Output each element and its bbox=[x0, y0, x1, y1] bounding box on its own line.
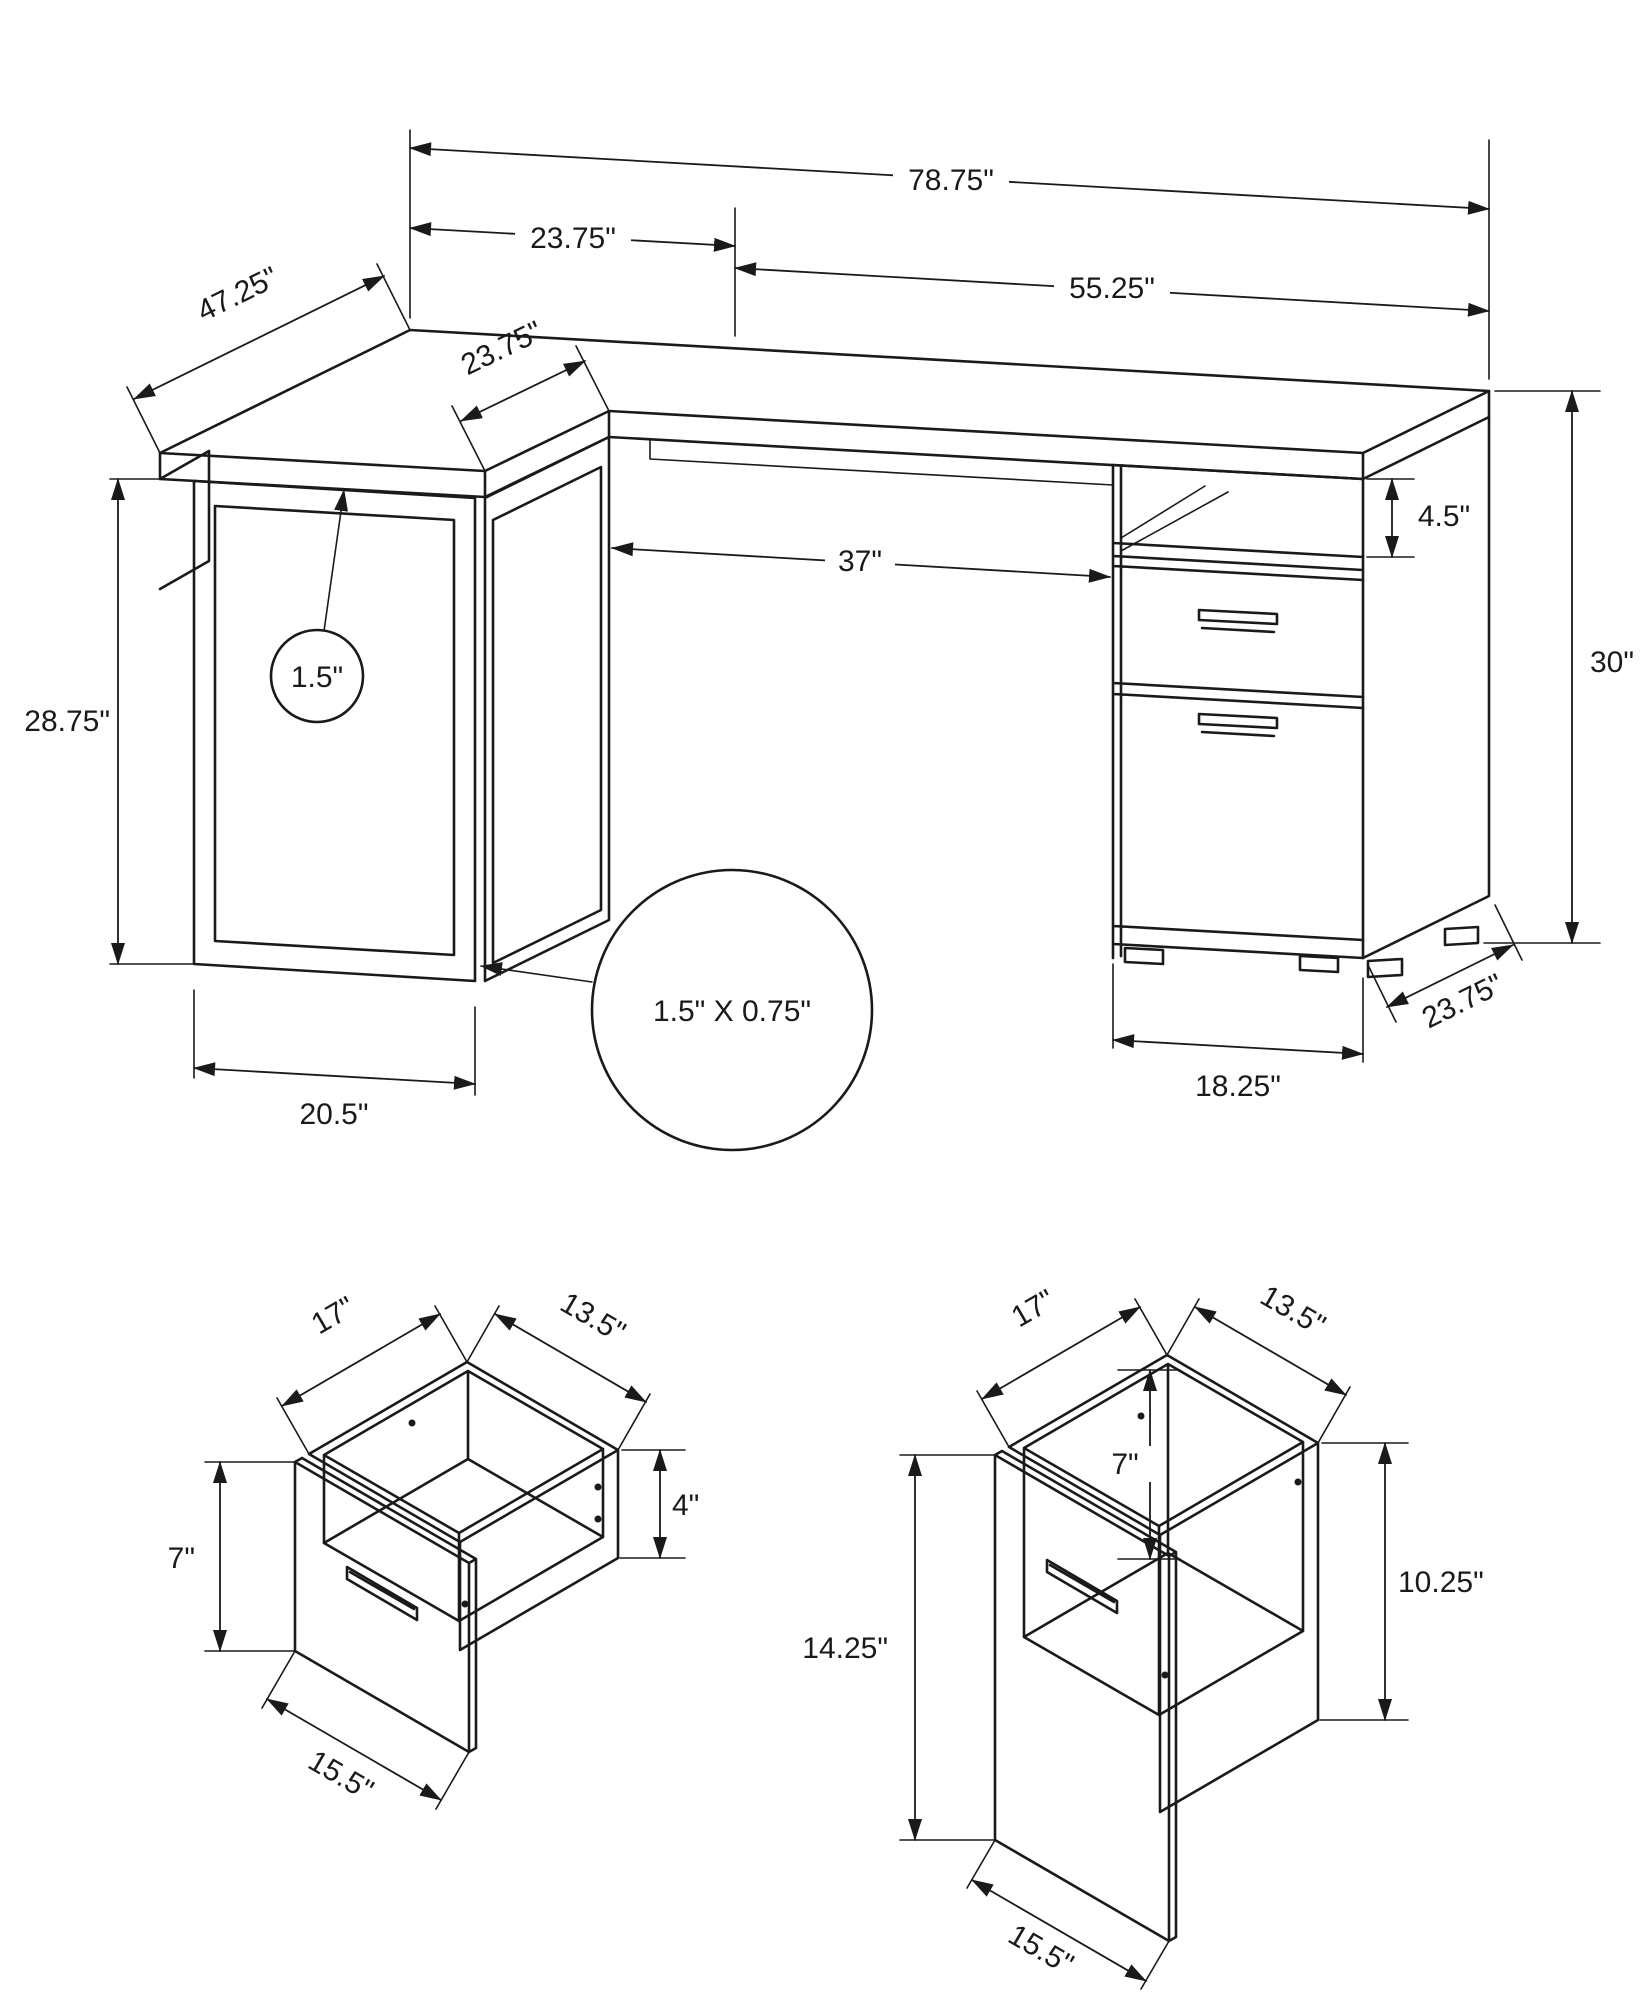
dim-file-front-width: 15.5" bbox=[1002, 1918, 1079, 1982]
cabinet-shelf-interior-lines bbox=[1121, 486, 1228, 551]
file-drawer-interior bbox=[1024, 1364, 1303, 1715]
cabinet-drawer1-handle bbox=[1199, 610, 1277, 632]
dim-return-depth: 47.25" bbox=[192, 260, 284, 329]
dim-small-front-height: 7" bbox=[167, 1542, 195, 1575]
dim-top-right-segment: 55.25" bbox=[1069, 272, 1155, 305]
extension-lines bbox=[1320, 1443, 1408, 1720]
dim-tube-size: 1.5" X 0.75" bbox=[652, 995, 812, 1028]
dim-file-box-height: 10.25" bbox=[1398, 1566, 1484, 1599]
file-drawer-screw-dots bbox=[1138, 1413, 1302, 1679]
file-drawer-dimensions bbox=[802, 1279, 1483, 1989]
small-drawer-front-panel bbox=[295, 1458, 476, 1752]
small-drawer-screw-dots bbox=[409, 1420, 602, 1608]
thickness-leader-line bbox=[324, 490, 344, 631]
desk-top-thickness-edges bbox=[160, 391, 1489, 497]
extension-lines-desk-height bbox=[1484, 391, 1600, 943]
dim-cabinet-width: 18.25" bbox=[1195, 1070, 1281, 1103]
extension-lines-left-height bbox=[110, 479, 194, 964]
dim-shelf-opening-height: 4.5" bbox=[1417, 500, 1471, 533]
dim-file-depth: 17" bbox=[1005, 1283, 1061, 1335]
dim-left-height: 28.75" bbox=[24, 705, 110, 738]
dim-top-left-segment: 23.75" bbox=[530, 222, 616, 255]
small-drawer-handle bbox=[347, 1567, 417, 1620]
dim-return-width: 23.75" bbox=[456, 314, 548, 382]
cabinet-drawer2-handle bbox=[1199, 714, 1277, 736]
dim-small-box-height: 4" bbox=[672, 1489, 700, 1522]
callout-balloons bbox=[271, 490, 872, 1150]
dim-file-back-width: 13.5" bbox=[1254, 1279, 1331, 1343]
dim-small-depth: 17" bbox=[305, 1290, 361, 1342]
dim-line-cabinet-width bbox=[1113, 1040, 1363, 1054]
cabinet-outline bbox=[1113, 465, 1363, 958]
return-back-panel bbox=[160, 451, 209, 589]
return-side-leg-frame bbox=[485, 437, 609, 981]
extension-lines-leg-width bbox=[194, 990, 475, 1095]
desk-dimensions bbox=[24, 130, 1634, 1131]
dim-knee-space: 37" bbox=[837, 545, 883, 578]
dim-side-depth: 23.75" bbox=[1417, 967, 1509, 1036]
dim-desk-height: 30" bbox=[1590, 646, 1635, 679]
extension-lines bbox=[205, 1462, 295, 1651]
dim-file-front-height: 14.25" bbox=[802, 1632, 888, 1665]
dim-leg-frame-width: 20.5" bbox=[299, 1098, 369, 1131]
dim-small-front-width: 15.5" bbox=[302, 1744, 379, 1808]
dim-overall-width: 78.75" bbox=[908, 164, 994, 197]
file-drawer-drawing bbox=[995, 1355, 1318, 1941]
dim-top-thickness: 1.5" bbox=[290, 661, 344, 694]
dim-line-leg-width bbox=[194, 1068, 475, 1084]
dim-file-interior-height: 7" bbox=[1111, 1448, 1139, 1481]
dim-small-back-width: 13.5" bbox=[554, 1286, 631, 1350]
file-drawer-handle bbox=[1047, 1560, 1117, 1613]
file-drawer-front-panel bbox=[995, 1451, 1176, 1941]
small-drawer-drawing bbox=[295, 1362, 618, 1752]
